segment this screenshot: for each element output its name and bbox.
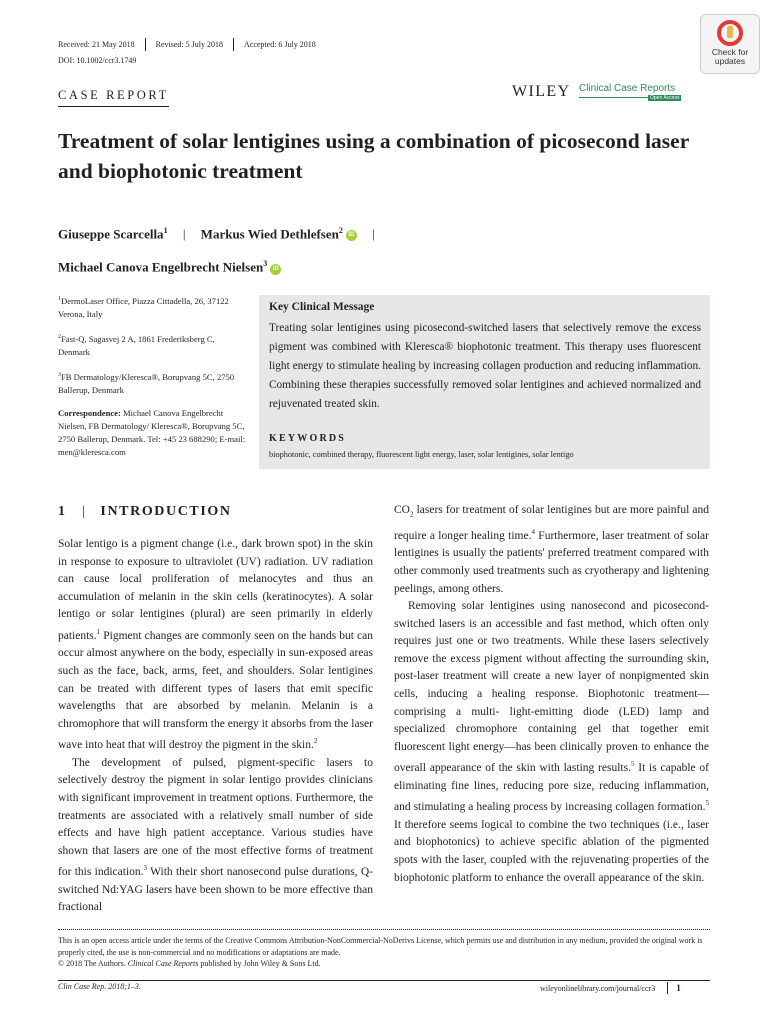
license-text: This is an open access article under the terms of the Creative Commons Attribution-NonCommercial-NoDerivs License, which permits use and distribution in any medium, provided the original work is properly cited, the use is non-commercial and no modifications or adaptations are made. [58, 936, 703, 957]
author-name[interactable]: Giuseppe Scarcella [58, 226, 164, 242]
article-title: Treatment of solar lentigines using a combination of picosecond laser and biophotonic treatment [58, 129, 689, 183]
divider [233, 38, 234, 51]
check-updates-label: Check for updates [711, 47, 749, 66]
affiliation-ref: 3 [263, 259, 268, 269]
divider [667, 982, 668, 994]
affiliation: $^3$FB Dermatology/Kleresca®, Borupvang 5C, 2750 Ballerup, Denmark [58, 371, 235, 395]
body-column-right [394, 502, 709, 887]
divider [145, 38, 146, 51]
paragraph: $CO_2$ lasers for treatment of solar lentigines but are more painful and require a longer healing time.$^4$ Furthermore, laser treatment of solar lentigines is usually the patients' preferred treatment compared with other commonly used treatments such as cryotherapy and lightening peelings, among others. [394, 504, 709, 595]
key-message-text: Treating solar lentigines using picosecond-switched lasers that selectively remove the excess pigment was combined with Kleresca® biophotonic treatment. This therapy uses fluorescent light energy to stimulate healing by increasing collagen production and reducing inflammation. Combining these therapies successfully removed solar lentigines and achieved normalized and rejuvenated treated skin. [269, 322, 701, 410]
article-type: CASE REPORT [58, 88, 169, 107]
keywords-text: biophotonic, combined therapy, fluorescent light energy, laser, solar lentigines, solar lentigo [269, 450, 574, 459]
received-date: Received: 21 May 2018 [58, 40, 135, 49]
footer-citation: Clin Case Rep. 2018;1–3. [58, 982, 141, 991]
author-list [58, 216, 387, 283]
footer-rule [58, 980, 710, 981]
article-dates [58, 38, 316, 51]
paragraph: Removing solar lentigines using nanosecond and picosecond-switched lasers is an accessible and fast method, which often only requires just one or two treatments. While these lasers selectively remove the excess pigment without affecting the surrounding skin, post-laser treatment will create a new layer of nonpigmented skin cells, inducing a healing response. Biophotonic treatment—comprising a multi- light-emitting diode (LED) lamp and specialized chromophore containing gel that together emit fluorescent light energy—has been clinically proven to enhance the overall appearance of the skin with lasting results.$^5$ It is capable of eliminating fine lines, reducing pore size, reducing inflammation, and stimulating a healing process by increasing collagen formation.$^5$ It therefore seems logical to combine the two techniques (i.e., laser and biophotonics) to achieve specific ablation of the pigmented spots with the laser, coupled with the rejuvenating properties of the biophotonic platform to enhance the overall appearance of the skin. [394, 600, 709, 884]
publisher-logo: WILEY [512, 83, 571, 100]
doi[interactable]: DOI: 10.1002/ccr3.1749 [58, 56, 137, 65]
citation-ref[interactable]: 1 [96, 627, 101, 636]
copyright: © 2018 The Authors. Clinical Case Reports published by John Wiley & Sons Ltd. [58, 959, 321, 968]
affiliation: $^2$Fast-Q, Sagasvej 2 A, 1861 Frederiksberg C, Denmark [58, 333, 215, 357]
update-icon [717, 20, 743, 46]
key-message-box [259, 295, 710, 469]
footer-right [540, 982, 681, 994]
citation-ref[interactable]: 3 [143, 864, 148, 873]
journal-name[interactable]: Clinical Case Reports [579, 83, 676, 94]
affiliations [58, 293, 248, 469]
keywords-heading: KEYWORDS [269, 433, 347, 444]
open-access-badge: Open Access [650, 95, 680, 101]
license-notice [58, 935, 710, 970]
citation-ref[interactable]: 2 [313, 737, 318, 746]
paragraph: The development of pulsed, pigment-specific lasers to selectively destroy the pigment in solar lentigo provides clinicians with significant improvement in treatment options. Furthermore, the treatments are associated with a relatively small number of side effects and have high patient acceptance. Various studies have shown that lasers are one of the most effective forms of treatment for this indication.$^3$ With their short nanosecond pulse durations, Q-switched Nd:YAG lasers have been shown to be more effective than fractional [58, 756, 374, 914]
license-divider [58, 929, 710, 930]
paragraph: Solar lentigo is a pigment change (i.e., dark brown spot) in the skin in response to exposure to ultraviolet (UV) radiation. UV radiation can cause local proliferation of melanocytes and thus an accumulation of melanin in the skin cells (keratinocytes). A solar lentigo or solar lentigines (plural) are seen primarily in elderly patients.$^1$ Pigment changes are commonly seen on the hands but can occur almost anywhere on the body, especially in sun-exposed areas such as the face, back, arms, feet, and shoulders. Solar lentigines can be treated with different types of lasers that emit specific wavelengths that are absorbed by melanin. Melanin is a chromophore that will transform the energy it absorbs from the laser wave into heat that will destroy the pigment in the skin.$^2$ [58, 538, 373, 752]
revised-date: Revised: 5 July 2018 [155, 40, 223, 49]
affiliation-ref: 2 [338, 226, 343, 235]
check-for-updates-button[interactable] [700, 14, 760, 74]
author-name[interactable]: Michael Canova Engelbrecht Nielsen [58, 259, 264, 275]
section-title: INTRODUCTION [100, 504, 232, 519]
body-column-left [58, 536, 373, 917]
section-separator: | [82, 504, 87, 519]
affiliation: $^1$DermoLaser Office, Piazza Cittadella, 26, 37122 Verona, Italy [58, 295, 229, 319]
citation-ref[interactable]: 5 [630, 760, 635, 769]
section-heading [58, 504, 232, 520]
author-name[interactable]: Markus Wied Dethlefsen [200, 226, 339, 242]
author-separator: | [182, 226, 186, 242]
orcid-icon[interactable]: iD [346, 230, 357, 241]
citation-ref[interactable]: 5 [705, 799, 709, 808]
author-separator: | [372, 226, 375, 242]
accepted-date: Accepted: 6 July 2018 [244, 40, 316, 49]
section-number: 1 [58, 504, 67, 519]
key-message-heading: Key Clinical Message [269, 301, 375, 313]
affiliation-ref: 1 [163, 226, 168, 235]
orcid-icon[interactable]: iD [270, 264, 281, 275]
citation-ref[interactable]: 4 [531, 527, 535, 536]
journal-url[interactable]: wileyonlinelibrary.com/journal/ccr3 [540, 983, 656, 993]
correspondence: Correspondence: Michael Canova Engelbrecht Nielsen, FB Dermatology/ Kleresca®, Borupvang 5C, 2750 Ballerup, Denmark. Tel: +45 23 688290; E-mail: men@kleresca.com [58, 407, 246, 457]
page-number: 1 [676, 983, 681, 993]
